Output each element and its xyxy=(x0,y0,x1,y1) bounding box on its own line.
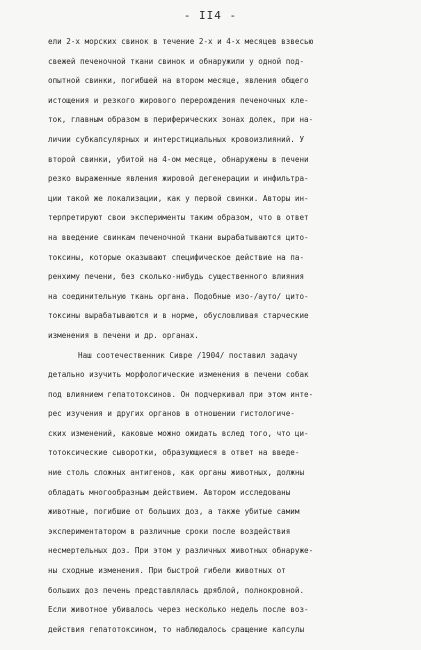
text-line: под влиянием гепатотоксинов. Он подчеркивал при этом инте- xyxy=(48,389,314,399)
text-line: токсины вырабатываются и в норме, обусловливая старческие xyxy=(48,311,309,321)
text-line: ренхиму печени, без сколько-нибудь существенного влияния xyxy=(48,272,305,282)
text-line: действия гепатотоксином, то наблюдалось сращение капсулы xyxy=(48,624,305,634)
text-line: ние столь сложных антигенов, как органы животных, должны xyxy=(48,468,305,478)
text-line: изменения в печени и др. органах. xyxy=(48,330,199,340)
text-line: ских изменений, каковые можно ожидать вслед того, что ци- xyxy=(48,428,309,438)
text-line: ны сходные изменения. При быстрой гибели животных от xyxy=(48,566,286,576)
text-line: резко выраженные явления жировой дегенерации и инфильтра- xyxy=(48,174,309,184)
body-text xyxy=(48,32,408,639)
text-line: на соединительную ткань органа. Подобные изо-/ауто/ цито- xyxy=(48,291,309,301)
text-line: на введение свинкам печеночной ткани вырабатываются цито- xyxy=(48,232,309,242)
text-line: Если животное убивалось через несколько недель после воз- xyxy=(48,605,309,615)
text-line: ток, главным образом в периферических зонах долек, при на- xyxy=(48,115,314,125)
text-line: тотоксические сыворотки, образующиеся в ответ на введе- xyxy=(48,448,300,458)
text-line: больших доз печень представлялась дряблой, полнокровной. xyxy=(48,585,305,595)
page-number: - II4 - xyxy=(183,9,238,22)
text-line: свежей печеночной ткани свинок и обнаружили у одной под- xyxy=(48,56,305,66)
text-line: ели 2-х морских свинок в течение 2-х и 4-х месяцев взвесью xyxy=(48,37,314,46)
text-line: второй свинки, убитой на 4-ом месяце, обнаружены в печени xyxy=(48,154,309,164)
text-line: животные, погибшие от больших доз, а также убитые самим xyxy=(48,507,300,517)
text-line: токсины, которые оказывают специфическое действие на па- xyxy=(48,252,305,262)
text-line: ции такой же локализации, как у первой свинки. Авторы ин- xyxy=(48,193,309,203)
text-line: детально изучить морфологические изменения в печени собак xyxy=(48,370,309,380)
text-line: опытной свинки, погибшей на втором месяце, явления общего xyxy=(48,76,309,86)
text-line: терпретируют свои эксперименты таким образом, что в ответ xyxy=(48,213,309,223)
text-line: истощения и резкого жирового перерождения печеночных кле- xyxy=(48,95,309,105)
text-line: обладать многообразным действием. Автором исследованы xyxy=(48,487,291,497)
text-line: рес изучения и других органов в отношении гистологиче- xyxy=(48,409,295,419)
text-line: экспериментатором в различные сроки после воздействия xyxy=(48,526,291,536)
paragraph-first-line: Наш соотечественник Сивре /1904/ поставил задачу xyxy=(78,350,298,360)
text-line: личии субкапсулярных и интерстициальных кровоизлияний. У xyxy=(48,134,305,144)
text-line: несмертельных доз. При этом у различных животных обнаруже- xyxy=(48,546,314,556)
